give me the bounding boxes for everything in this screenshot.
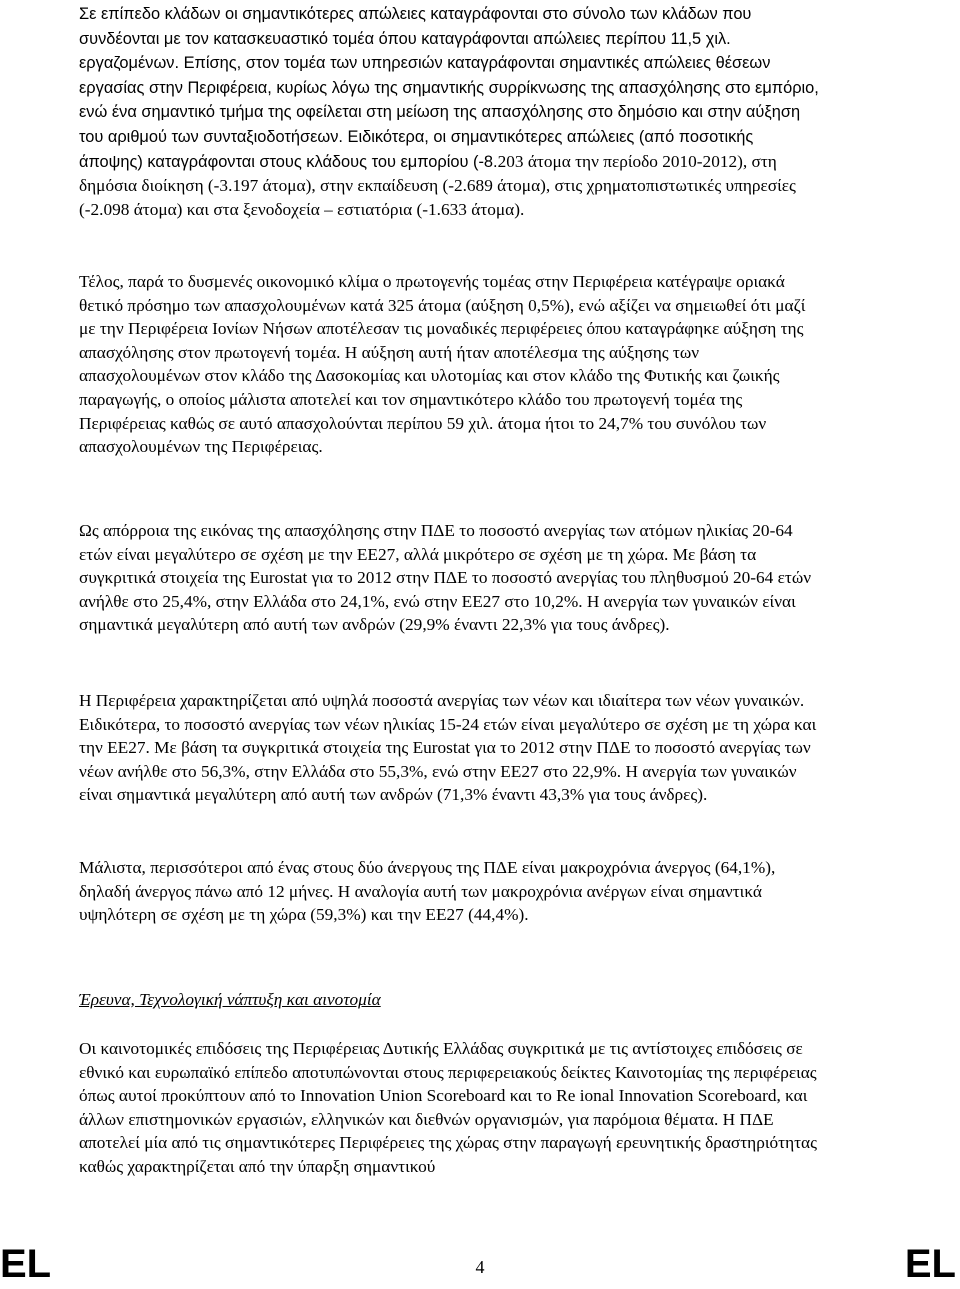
paragraph-unemployment: Ως απόρροια της εικόνας της απασχόλησης στην ΠΔΕ το ποσοστό ανεργίας των ατόμων ηλικίας 20-64 ετών είναι μεγαλύτερο σε σχέση με την ΕΕ27, αλλά μικρότερο σε σχέση με τη χώρα. Με βάση τα συγκριτικά στοιχεία της Eurostat για το 2012 στην ΠΔΕ το ποσοστό ανεργίας του πληθυσμού 20-64 ετών ανήλθε στο 25,4%, στην Ελλάδα στο 24,1%, ενώ στην ΕΕ27 στο 10,2%. Η ανεργία των γυναικών είναι σημαντικά μεγαλύτερη από αυτή των ανδρών (29,9% έναντι 22,3% για τους άνδρες). [79, 521, 812, 635]
paragraph-sector-losses-part1: Σε επίπεδο κλάδων οι σημαντικότερες απώλειες καταγράφονται στο σύνολο των κλάδων που συνδέονται με τον κατασκευαστικό τομέα όπου καταγράφονται απώλειες περίπου 11,5 χιλ. εργαζομένων. Επίσης, στον τομέα των υπηρεσιών καταγράφονται σημαντικές απώλειες θέσεων εργασίας στην Περιφέρεια, κυρίως λόγω της σημαντικής συρρίκνωσης της απασχόλησης στο εμπόριο, ενώ ένα σημαντικό τμήμα της οφείλεται στη μείωση της απασχόλησης στο δημόσιο και στην αύξηση του αριθμού των συνταξιοδοτήσεων. Ειδικότερα, οι σημαντικότερες απώλειες (από ποσοτικής άποψης) καταγράφονται στους κλάδους του εμπορίου (-8. [79, 5, 819, 171]
paragraph-primary-sector: Τέλος, παρά το δυσμενές οικονομικό κλίμα ο πρωτογενής τομέας στην Περιφέρεια κατέγραψε οριακά θετικό πρόσημο των απασχολουμένων κατά 325 άτομα (αύξηση 0,5%), ενώ αξίζει να σημειωθεί ότι μαζί με την Περιφέρεια Ιονίων Νήσων αποτέλεσαν τις μοναδικές περιφέρειες όπου καταγράφηκε αύξηση της απασχόλησης στον πρωτογενή τομέα. Η αύξηση αυτή ήταν αποτέλεσμα της αύξησης των απασχολουμένων στον κλάδο της Δασοκομίας και υλοτομίας και στον κλάδο της Φυτικής και ζωικής παραγωγής, ο οποίος μάλιστα αποτελεί και τον σημαντικότερο κλάδο του πρωτογενή τομέα της Περιφέρειας καθώς σε αυτό απασχολούνται περίπου 59 χιλ. άτομα ήτοι το 24,7% του συνόλου των απασχολουμένων της Περιφέρειας. [79, 272, 806, 457]
paragraph-youth-unemployment: Η Περιφέρεια χαρακτηρίζεται από υψηλά ποσοστά ανεργίας των νέων και ιδιαίτερα των νέων γυναικών. Ειδικότερα, το ποσοστό ανεργίας των νέων ηλικίας 15-24 ετών είναι μεγαλύτερο σε σχέση με τη χώρα και την ΕΕ27. Με βάση τα συγκριτικά στοιχεία της Eurostat για το 2012 στην ΠΔΕ το ποσοστό ανεργίας των νέων ανήλθε στο 56,3%, στην Ελλάδα στο 55,3%, ενώ στην ΕΕ27 στο 22,9%. Η ανεργία των γυναικών είναι σημαντικά μεγαλύτερη από αυτή των ανδρών (71,3% έναντι 43,3% για τους άνδρες). [79, 691, 817, 805]
paragraph-sector-losses [79, 2, 819, 221]
footer-language-code-right: EL [904, 1242, 956, 1286]
paragraph-long-term-unemployment: Μάλιστα, περισσότεροι από ένας στους δύο άνεργους της ΠΔΕ είναι μακροχρόνια άνεργος (64,1%), δηλαδή άνεργος πάνω από 12 μήνες. Η αναλογία αυτή των μακροχρόνια ανέργων είναι σημαντικά υψηλότερη σε σχέση με τη χώρα (59,3%) και την ΕΕ27 (44,4%). [79, 858, 776, 925]
footer-language-code-left: EL [0, 1242, 52, 1286]
paragraph-innovation: Οι καινοτομικές επιδόσεις της Περιφέρειας Δυτικής Ελλάδας συγκριτικά με τις αντίστοιχες επιδόσεις σε εθνικό και ευρωπαϊκό επίπεδο αποτυπώνονται στους περιφερειακούς δείκτες Καινοτομίας της περιφέρειας όπως αυτοί προκύπτουν από το Innovation Union Scoreboard και το Re ional Innovation Scoreboard, και άλλων επιστημονικών εργασιών, ελληνικών και διεθνών οργανισμών, για παρόμοια θέματα. Η ΠΔΕ αποτελεί μία από τις σημαντικότερες Περιφέρειες της χώρας στην παραγωγή ερευνητικής δραστηριότητας καθώς χαρακτηρίζεται από την ύπαρξη σημαντικού [79, 1039, 817, 1176]
paragraph-sector-losses-part2: 203 άτομα την περίοδο 2010-2012), στη δημόσια διοίκηση (-3.197 άτομα), στην εκπαίδευση (-2.689 άτομα), στις χρηματοπιστωτικές υπηρεσίες (-2.098 άτομα) και στα ξενοδοχεία – εστιατόρια (-1.633 άτομα). [79, 151, 796, 219]
page-number: 4 [475, 1257, 485, 1277]
section-heading: Έρευνα, Τεχνολογική νάπτυξη και αινοτομία [79, 990, 381, 1009]
